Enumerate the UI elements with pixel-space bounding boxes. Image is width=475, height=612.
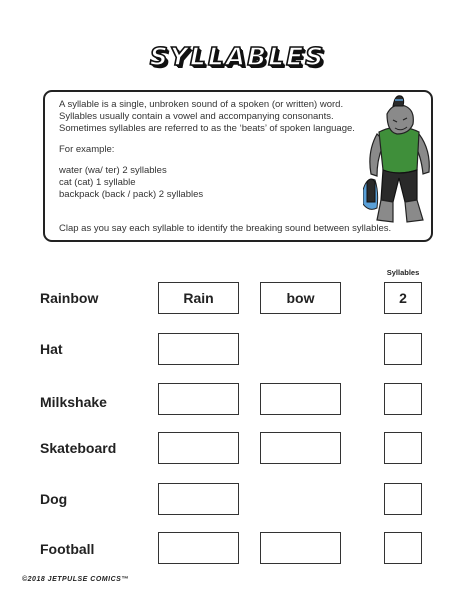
example-line: backpack (back / pack) 2 syllables (59, 189, 204, 200)
info-text (59, 99, 355, 201)
syllable-box-1[interactable] (158, 383, 239, 415)
syllable-box-2[interactable] (260, 532, 341, 564)
syllable-box-1[interactable] (158, 483, 239, 515)
definition-line: Sometimes syllables are referred to as the ‘beats’ of spoken language. (59, 123, 355, 134)
definition-line: A syllable is a single, unbroken sound of a spoken (or written) word. (59, 99, 344, 110)
word-label: Football (40, 541, 95, 557)
syllable-count-box[interactable] (384, 383, 422, 415)
example-label: For example: (59, 144, 115, 155)
syllable-box-1[interactable] (158, 532, 239, 564)
syllable-count-box[interactable] (384, 483, 422, 515)
syllable-count-box[interactable]: 2 (384, 282, 422, 314)
example-line: water (wa/ ter) 2 syllables (59, 165, 167, 176)
info-box (43, 90, 433, 242)
syllable-count-box[interactable] (384, 333, 422, 365)
syllables-column-header: Syllables (386, 268, 420, 277)
clap-instruction: Clap as you say each syllable to identify the breaking sound between syllables. (59, 223, 392, 234)
syllable-box-1[interactable]: Rain (158, 282, 239, 314)
word-label: Hat (40, 341, 63, 357)
syllable-count-box[interactable] (384, 432, 422, 464)
monster-mascot-illustration (363, 92, 435, 232)
word-label: Rainbow (40, 290, 99, 306)
word-label: Skateboard (40, 440, 117, 456)
syllable-count-box[interactable] (384, 532, 422, 564)
syllable-box-2[interactable] (260, 432, 341, 464)
syllable-box-1[interactable] (158, 432, 239, 464)
definition-line: Syllables usually contain a vowel and accompanying consonants. (59, 111, 334, 122)
example-line: cat (cat) 1 syllable (59, 177, 136, 188)
page-title: SYLLABLES (149, 42, 326, 71)
word-label: Milkshake (40, 394, 107, 410)
word-label: Dog (40, 491, 68, 507)
copyright-notice: ©2018 JETPULSE COMICS™ (22, 576, 129, 583)
syllable-box-1[interactable] (158, 333, 239, 365)
syllable-box-2[interactable]: bow (260, 282, 341, 314)
syllable-box-2[interactable] (260, 383, 341, 415)
